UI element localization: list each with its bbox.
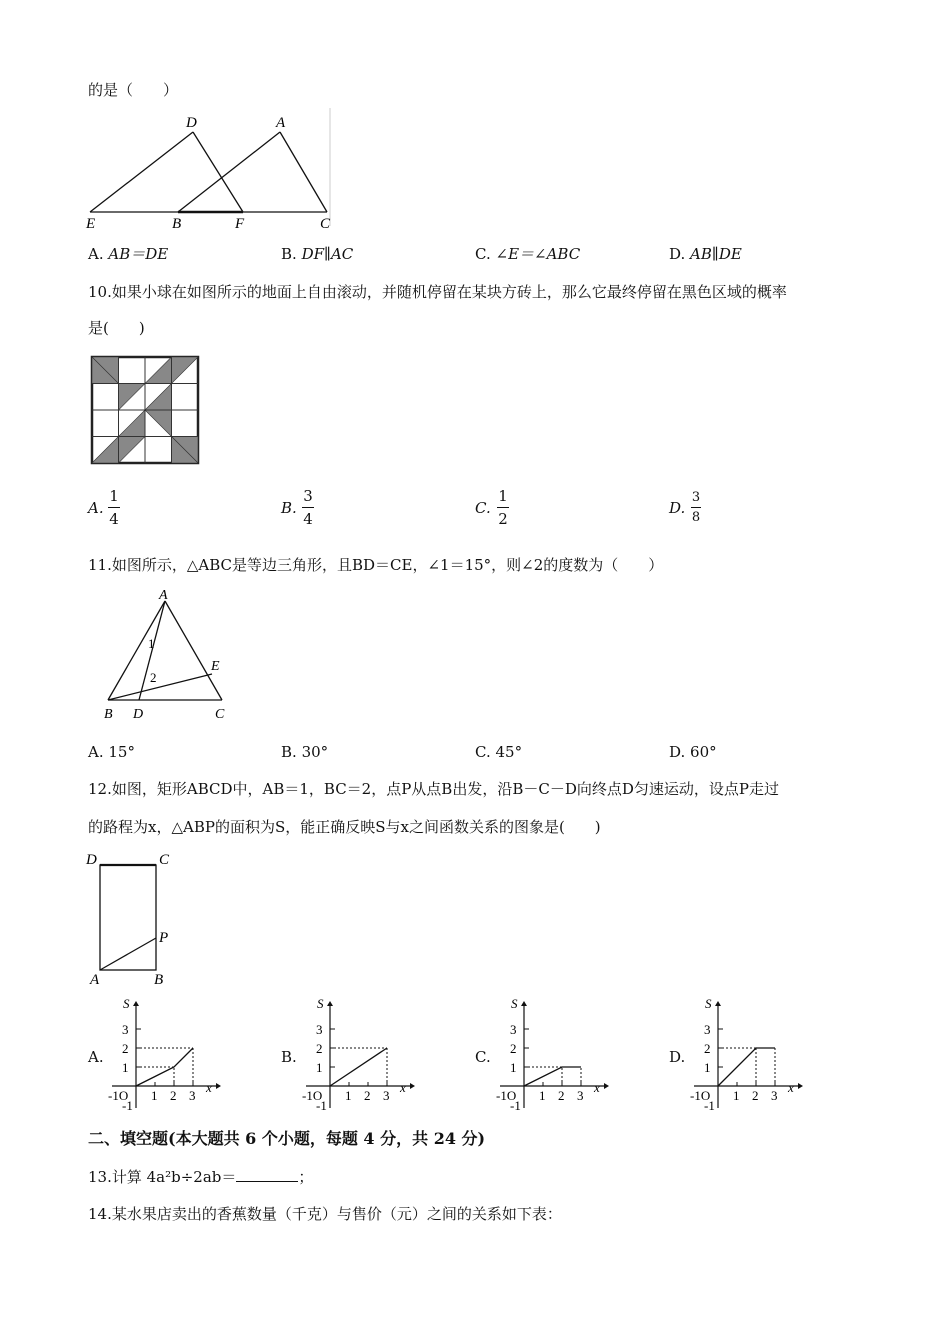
q10-tile-grid-figure xyxy=(90,355,200,465)
tick-label: -1 xyxy=(510,1098,521,1113)
tick-label: -1 xyxy=(122,1098,133,1113)
q9-option-c: C. ∠E＝∠ABC xyxy=(475,245,581,263)
tick-label: 2 xyxy=(752,1088,759,1103)
q12-graph-c xyxy=(492,996,612,1116)
q10-stem-line1: 10.如果小球在如图所示的地面上自由滚动，并随机停留在某块方砖上，那么它最终停留在黑色区域的概率 xyxy=(88,283,787,301)
tick-label: 2 xyxy=(558,1088,565,1103)
q12-graph-d xyxy=(686,996,806,1116)
q9-option-b: B. DF∥AC xyxy=(281,245,354,263)
tick-label: 1 xyxy=(704,1060,711,1075)
label-B: B xyxy=(104,707,113,722)
x-axis-arrow xyxy=(410,1083,415,1089)
tick-label: 3 xyxy=(189,1088,196,1103)
q10-option-b-letter: B. xyxy=(281,499,297,517)
q10-stem-line2: 是( ) xyxy=(88,319,145,337)
q12-rectangle-figure xyxy=(82,850,182,990)
q10-option-a-fraction: 1 4 xyxy=(109,487,119,528)
angle-2-label: 2 xyxy=(150,670,157,685)
function-curve xyxy=(330,1048,387,1086)
tick-label: 1 xyxy=(316,1060,323,1075)
tick-label: 2 xyxy=(364,1088,371,1103)
q12-graph-a xyxy=(104,996,224,1116)
q12-graph-b xyxy=(298,996,418,1116)
q10-option-d-letter: D. xyxy=(669,499,686,517)
label-B: B xyxy=(154,972,164,988)
q11-option-b: B. 30° xyxy=(281,743,329,761)
label-B: B xyxy=(172,216,182,232)
axis-label-s: S xyxy=(123,996,130,1011)
origin-label: -1O xyxy=(108,1088,129,1103)
tick-label: 2 xyxy=(316,1041,323,1056)
q13-answer-blank[interactable] xyxy=(236,1167,298,1182)
tick-label: 2 xyxy=(122,1041,129,1056)
y-axis-arrow xyxy=(327,1001,333,1006)
axis-label-s: S xyxy=(705,996,712,1011)
origin-label: -1O xyxy=(302,1088,323,1103)
label-C: C xyxy=(320,216,331,232)
y-axis-arrow xyxy=(133,1001,139,1006)
section-title: 二、填空题(本大题共 6 个小题，每题 4 分，共 24 分) xyxy=(88,1129,486,1148)
y-axis-arrow xyxy=(521,1001,527,1006)
tick-label: 1 xyxy=(122,1060,129,1075)
origin-label: -1O xyxy=(496,1088,517,1103)
tick-label: 3 xyxy=(771,1088,778,1103)
q9-stem-tail: 的是（ ） xyxy=(88,81,179,99)
axis-label-x: x xyxy=(788,1080,794,1095)
tick-label: 3 xyxy=(577,1088,584,1103)
q13-stem: 13.计算 4a²b÷2ab＝ ； xyxy=(88,1168,314,1186)
label-D: D xyxy=(86,852,97,868)
q12-stem-line1: 12.如图，矩形ABCD中，AB＝1，BC＝2，点P从点B出发，沿B－C－D向终点D匀速运动，设点P走过 xyxy=(88,780,779,798)
y-axis-arrow xyxy=(715,1001,721,1006)
label-E: E xyxy=(211,659,220,674)
tick-label: 2 xyxy=(170,1088,177,1103)
x-axis-arrow xyxy=(798,1083,803,1089)
q11-stem: 11.如图所示，△ABC是等边三角形，且BD＝CE，∠1＝15°，则∠2的度数为（ ） xyxy=(88,556,664,574)
axis-label-x: x xyxy=(400,1080,406,1095)
axis-label-x: x xyxy=(594,1080,600,1095)
q11-option-a: A. 15° xyxy=(88,743,135,761)
origin-label: -1O xyxy=(690,1088,711,1103)
q12-option-b: B. xyxy=(281,1048,297,1066)
label-C: C xyxy=(215,707,225,722)
function-curve xyxy=(718,1048,775,1086)
label-C: C xyxy=(159,852,170,868)
q10-option-c-fraction: 1 2 xyxy=(498,487,508,528)
label-E: E xyxy=(86,216,96,232)
q12-stem-line2: 的路程为x，△ABP的面积为S，能正确反映S与x之间函数关系的图象是( ) xyxy=(88,818,601,836)
q9-triangles-figure xyxy=(80,108,345,233)
tick-label: 3 xyxy=(704,1022,711,1037)
label-D: D xyxy=(133,707,144,722)
q10-option-a-letter: A. xyxy=(88,499,104,517)
tick-label: 2 xyxy=(510,1041,517,1056)
q12-option-d: D. xyxy=(669,1048,686,1066)
label-A: A xyxy=(159,588,168,603)
q11-option-c: C. 45° xyxy=(475,743,523,761)
q11-equilateral-triangle-figure xyxy=(98,588,238,726)
q10-option-c-letter: C. xyxy=(475,499,491,517)
q11-option-d: D. 60° xyxy=(669,743,717,761)
tick-label: 3 xyxy=(122,1022,129,1037)
x-axis-arrow xyxy=(216,1083,221,1089)
function-curve xyxy=(524,1067,581,1086)
tick-label: 2 xyxy=(704,1041,711,1056)
q9-option-d: D. AB∥DE xyxy=(669,245,742,263)
tick-label: 1 xyxy=(151,1088,158,1103)
axis-label-x: x xyxy=(206,1080,212,1095)
x-axis-arrow xyxy=(604,1083,609,1089)
q14-stem: 14.某水果店卖出的香蕉数量（千克）与售价（元）之间的关系如下表： xyxy=(88,1205,562,1223)
label-P: P xyxy=(159,930,169,946)
tick-label: 1 xyxy=(539,1088,546,1103)
label-A: A xyxy=(90,972,100,988)
q9-option-a: A. AB＝DE xyxy=(88,245,169,263)
tick-label: 3 xyxy=(316,1022,323,1037)
axis-label-s: S xyxy=(317,996,324,1011)
q12-option-c: C. xyxy=(475,1048,491,1066)
tick-label: 1 xyxy=(733,1088,740,1103)
tick-label: -1 xyxy=(704,1098,715,1113)
label-D: D xyxy=(186,115,197,131)
tick-label: 1 xyxy=(345,1088,352,1103)
tick-label: -1 xyxy=(316,1098,327,1113)
tick-label: 3 xyxy=(383,1088,390,1103)
axis-label-s: S xyxy=(511,996,518,1011)
label-F: F xyxy=(235,216,245,232)
label-A: A xyxy=(276,115,286,131)
tick-label: 3 xyxy=(510,1022,517,1037)
tick-label: 1 xyxy=(510,1060,517,1075)
q12-option-a: A. xyxy=(88,1048,104,1066)
q10-option-b-fraction: 3 4 xyxy=(303,487,313,528)
q10-option-d-fraction: 3 8 xyxy=(691,490,701,525)
angle-1-label: 1 xyxy=(148,636,155,651)
